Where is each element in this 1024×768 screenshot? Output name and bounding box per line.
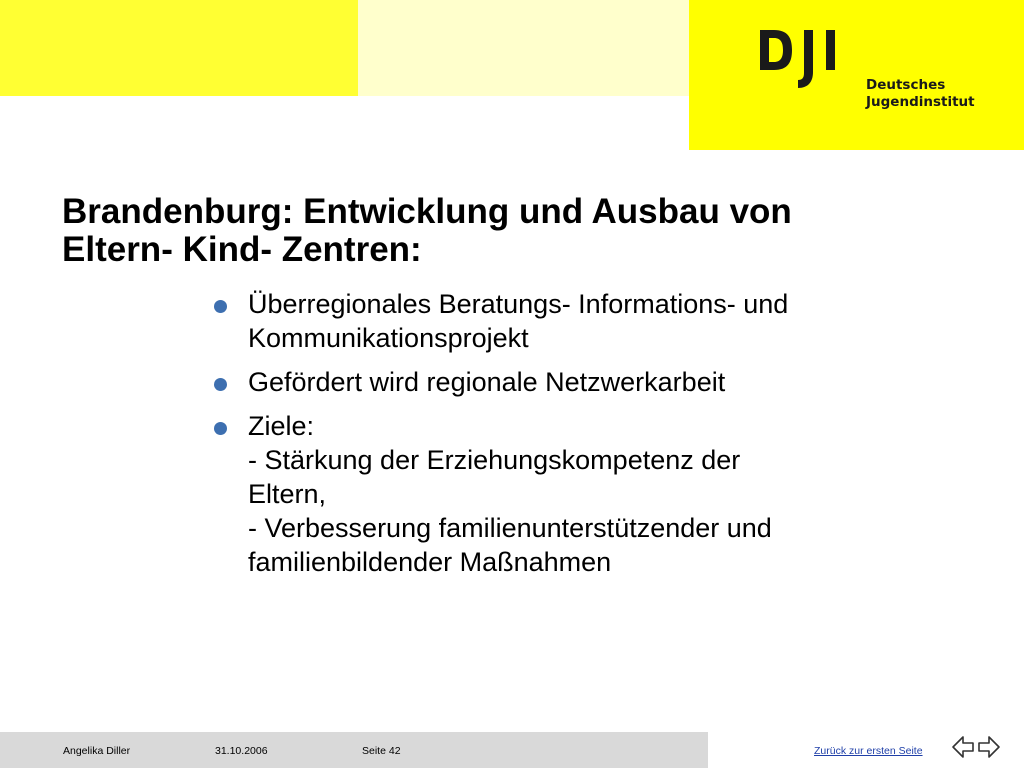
- logo-wordmark: [866, 77, 975, 111]
- footer-page-number: Seite 42: [362, 745, 401, 757]
- bullet-text: - Stärkung der Erziehungskompetenz der: [248, 445, 741, 475]
- logo-line-2: Jugendinstitut: [866, 94, 975, 110]
- logo-line-1: Deutsches: [866, 77, 946, 93]
- dji-logo-icon: [760, 28, 860, 90]
- bullet-dot-icon: [214, 300, 227, 313]
- footer-date: 31.10.2006: [215, 745, 268, 757]
- header-yellow-block: [0, 0, 358, 96]
- back-to-first-slide-link[interactable]: Zurück zur ersten Seite: [814, 745, 923, 757]
- bullet-text: - Verbesserung familienunterstützender und: [248, 513, 772, 543]
- bullet-item: [210, 287, 930, 355]
- bullet-text: Überregionales Beratungs- Informations- und: [248, 289, 789, 319]
- bullet-text: Eltern,: [248, 479, 327, 509]
- bullet-item: [210, 409, 930, 579]
- header-pale-block: [358, 0, 689, 96]
- back-forward-arrows-icon[interactable]: [951, 733, 1001, 761]
- bullet-text: Ziele:: [248, 411, 315, 441]
- bullet-text: Gefördert wird regionale Netzwerkarbeit: [248, 367, 726, 397]
- title-line-2: Eltern- Kind- Zentren:: [62, 230, 422, 269]
- bullet-text: Kommunikationsprojekt: [248, 323, 529, 353]
- bullet-dot-icon: [214, 378, 227, 391]
- footer-author: Angelika Diller: [63, 745, 131, 757]
- bullet-list: [210, 287, 930, 589]
- bullet-text: familienbildender Maßnahmen: [248, 547, 612, 577]
- slide-title: [62, 193, 962, 269]
- bullet-dot-icon: [214, 422, 227, 435]
- bullet-item: [210, 365, 930, 399]
- title-line-1: Brandenburg: Entwicklung und Ausbau von: [62, 192, 792, 231]
